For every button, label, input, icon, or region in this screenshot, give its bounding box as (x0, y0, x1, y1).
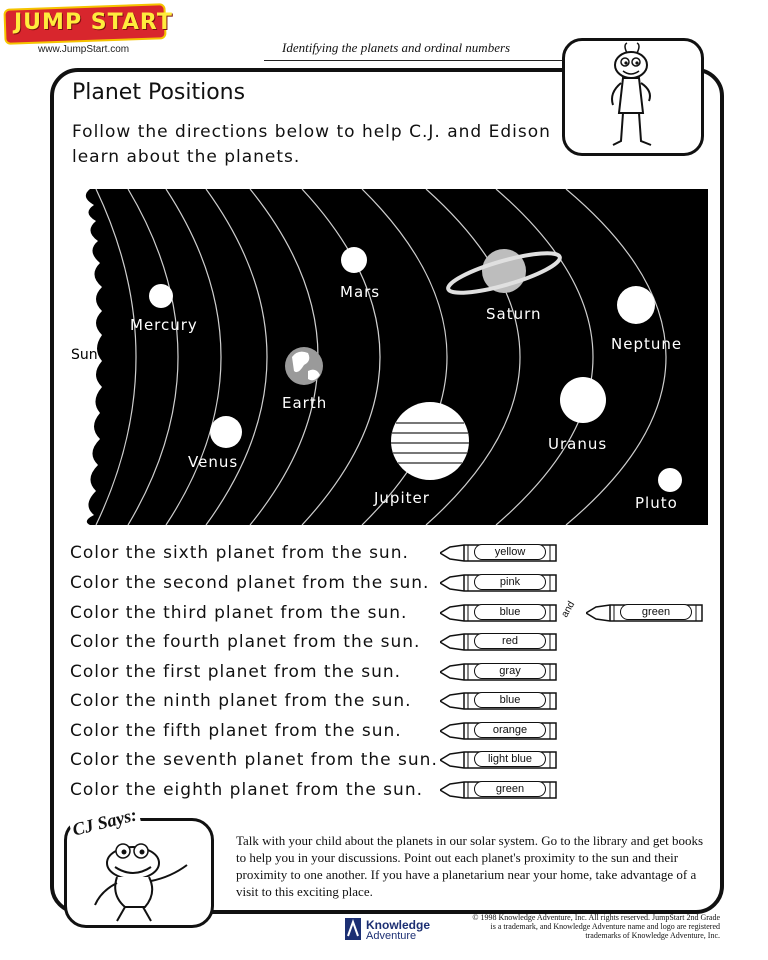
crayon-label: green (620, 604, 692, 620)
crayon-green[interactable] (440, 778, 560, 802)
cj-cartoon-character-icon (565, 41, 701, 153)
neptune-planet (617, 286, 655, 324)
knowledge-adventure-logo-icon (344, 916, 364, 942)
planet-label: Saturn (486, 305, 542, 323)
crayon-blue[interactable] (440, 601, 560, 625)
knowledge-adventure-logo (344, 916, 454, 944)
jumpstart-logo-text: JUMP START (14, 10, 173, 35)
crayon-yellow[interactable] (440, 541, 560, 565)
task-text: Color the fifth planet from the sun. (70, 721, 402, 741)
sun-label: Sun (71, 347, 98, 363)
planet-label: Jupiter (374, 489, 430, 507)
mars-planet (341, 247, 367, 273)
crayon-pink[interactable] (440, 571, 560, 595)
solar-system-diagram (66, 189, 708, 525)
character-box (562, 38, 704, 156)
jupiter-planet (391, 402, 469, 480)
planet-label: Pluto (635, 494, 678, 512)
planet-label: Earth (282, 394, 328, 412)
publisher-name: Knowledge (366, 918, 431, 932)
planet-label: Venus (188, 453, 239, 471)
parent-note: Talk with your child about the planets in our solar system. Go to the library and get books to help you in your discussions. Point out each planet's proximity to the sun and their proximity to one another. If you have a planetarium near your home, take advantage of a visit to this exciting place. (236, 833, 704, 899)
crayon-orange[interactable] (440, 719, 560, 743)
crayon-blue-2[interactable] (440, 689, 560, 713)
planet-label: Mars (340, 283, 381, 301)
pluto-planet (658, 468, 682, 492)
task-text: Color the third planet from the sun. (70, 603, 408, 623)
uranus-planet (560, 377, 606, 423)
task-text: Color the sixth planet from the sun. (70, 543, 409, 563)
worksheet-title: Planet Positions (72, 80, 246, 105)
task-text: Color the fourth planet from the sun. (70, 632, 421, 652)
crayon-label: blue (474, 692, 546, 708)
and-label: and (559, 599, 578, 620)
task-text: Color the ninth planet from the sun. (70, 691, 412, 711)
crayon-label: green (474, 781, 546, 797)
crayon-gray[interactable] (440, 660, 560, 684)
crayon-red[interactable] (440, 630, 560, 654)
planet-label: Neptune (611, 335, 683, 353)
planet-label: Uranus (548, 435, 608, 453)
task-text: Color the eighth planet from the sun. (70, 780, 423, 800)
crayon-green-extra[interactable] (586, 601, 706, 625)
crayon-label: orange (474, 722, 546, 738)
task-text: Color the first planet from the sun. (70, 662, 402, 682)
publisher-name-line2: Adventure (366, 930, 417, 942)
jumpstart-url[interactable]: www.JumpStart.com (38, 44, 130, 55)
worksheet-instructions: Follow the directions below to help C.J. and Edison learn about the planets. (72, 122, 551, 167)
task-text: Color the second planet from the sun. (70, 573, 430, 593)
copyright-notice: © 1998 Knowledge Adventure, Inc. All rights reserved. JumpStart 2nd Grade is a trademark, and Knowledge Adventure name and logo are registered trademarks of Knowledge Adventure, Inc. (472, 913, 720, 940)
worksheet-subtitle: Identifying the planets and ordinal numbers (282, 40, 511, 55)
header-divider (264, 60, 562, 61)
venus-planet (210, 416, 242, 448)
crayon-label: yellow (474, 544, 546, 560)
crayon-label: light blue (474, 751, 546, 767)
task-text: Color the seventh planet from the sun. (70, 750, 438, 770)
planet-label: Mercury (130, 316, 198, 334)
crayon-label: blue (474, 604, 546, 620)
space-background (66, 189, 708, 525)
crayon-label: red (474, 633, 546, 649)
crayon-label: gray (474, 663, 546, 679)
cj-says-label: CJ Says: (68, 804, 141, 841)
mercury-planet (149, 284, 173, 308)
jumpstart-logo[interactable] (4, 6, 174, 54)
crayon-label: pink (474, 574, 546, 590)
crayon-light-blue[interactable] (440, 748, 560, 772)
